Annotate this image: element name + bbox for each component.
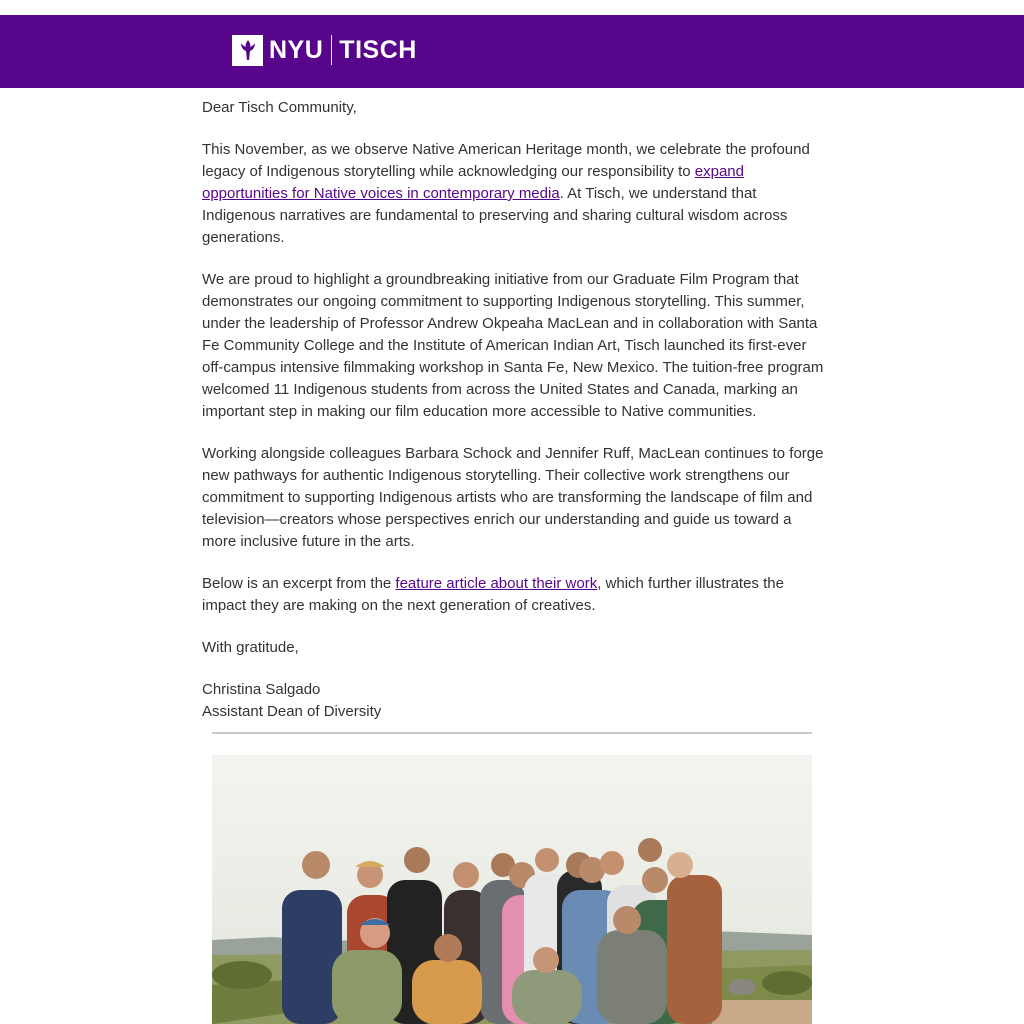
logo-separator bbox=[331, 35, 332, 65]
paragraph-2: We are proud to highlight a groundbreaking initiative from our Graduate Film Program that demonstrates our ongoing commitment to supporting Indigenous storytelling. This summer, under the leadership of Professor Andrew Okpeaha MacLean and in collaboration with Santa Fe Community College and the Institute of American Indian Art, Tisch launched its first-ever off-campus intensive filmmaking workshop in Santa Fe, New Mexico. The tuition-free program welcomed 11 Indigenous students from across the United States and Canada, marking an important step in making our film education more accessible to Native communities. bbox=[202, 271, 824, 420]
section-divider bbox=[212, 732, 812, 734]
nyu-torch-icon bbox=[232, 35, 263, 66]
group-photo[interactable] bbox=[212, 755, 812, 1024]
signer-title: Assistant Dean of Diversity bbox=[202, 703, 382, 720]
header-band bbox=[0, 15, 1024, 88]
p4-text-after: , which further illustrates the impact they are making on the next generation of creatives. bbox=[202, 575, 784, 614]
logo-nyu-text: NYU bbox=[269, 36, 324, 64]
feature-article-link[interactable]: feature article about their work bbox=[395, 575, 598, 592]
signature-block bbox=[202, 679, 824, 723]
paragraph-1 bbox=[202, 139, 824, 249]
signer-name: Christina Salgado bbox=[202, 681, 321, 698]
closing: With gratitude, bbox=[202, 639, 299, 656]
paragraph-3: Working alongside colleagues Barbara Schock and Jennifer Ruff, MacLean continues to forge new pathways for authentic Indigenous storytelling. Their collective work strengthens our commitment to supporting Indigenous artists who are transforming the landscape of film and television—creators whose perspectives enrich our understanding and guide us toward a more inclusive future in the arts. bbox=[202, 445, 824, 550]
group-photo-illustration bbox=[212, 755, 812, 1024]
p1-text-after: . At Tisch, we understand that Indigenous narratives are fundamental to preserving and sharing cultural wisdom across generations. bbox=[202, 185, 788, 246]
greeting: Dear Tisch Community, bbox=[202, 99, 357, 116]
letter-body bbox=[202, 97, 824, 723]
p1-text-before: This November, as we observe Native American Heritage month, we celebrate the profound legacy of Indigenous storytelling while acknowledging our responsibility to bbox=[202, 141, 810, 180]
paragraph-4 bbox=[202, 573, 824, 617]
expand-opportunities-link[interactable]: expand opportunities for Native voices in contemporary media bbox=[202, 163, 744, 202]
nyu-tisch-logo[interactable] bbox=[232, 34, 417, 66]
logo-tisch-text: TISCH bbox=[339, 36, 417, 64]
p4-text-before: Below is an excerpt from the bbox=[202, 575, 396, 592]
